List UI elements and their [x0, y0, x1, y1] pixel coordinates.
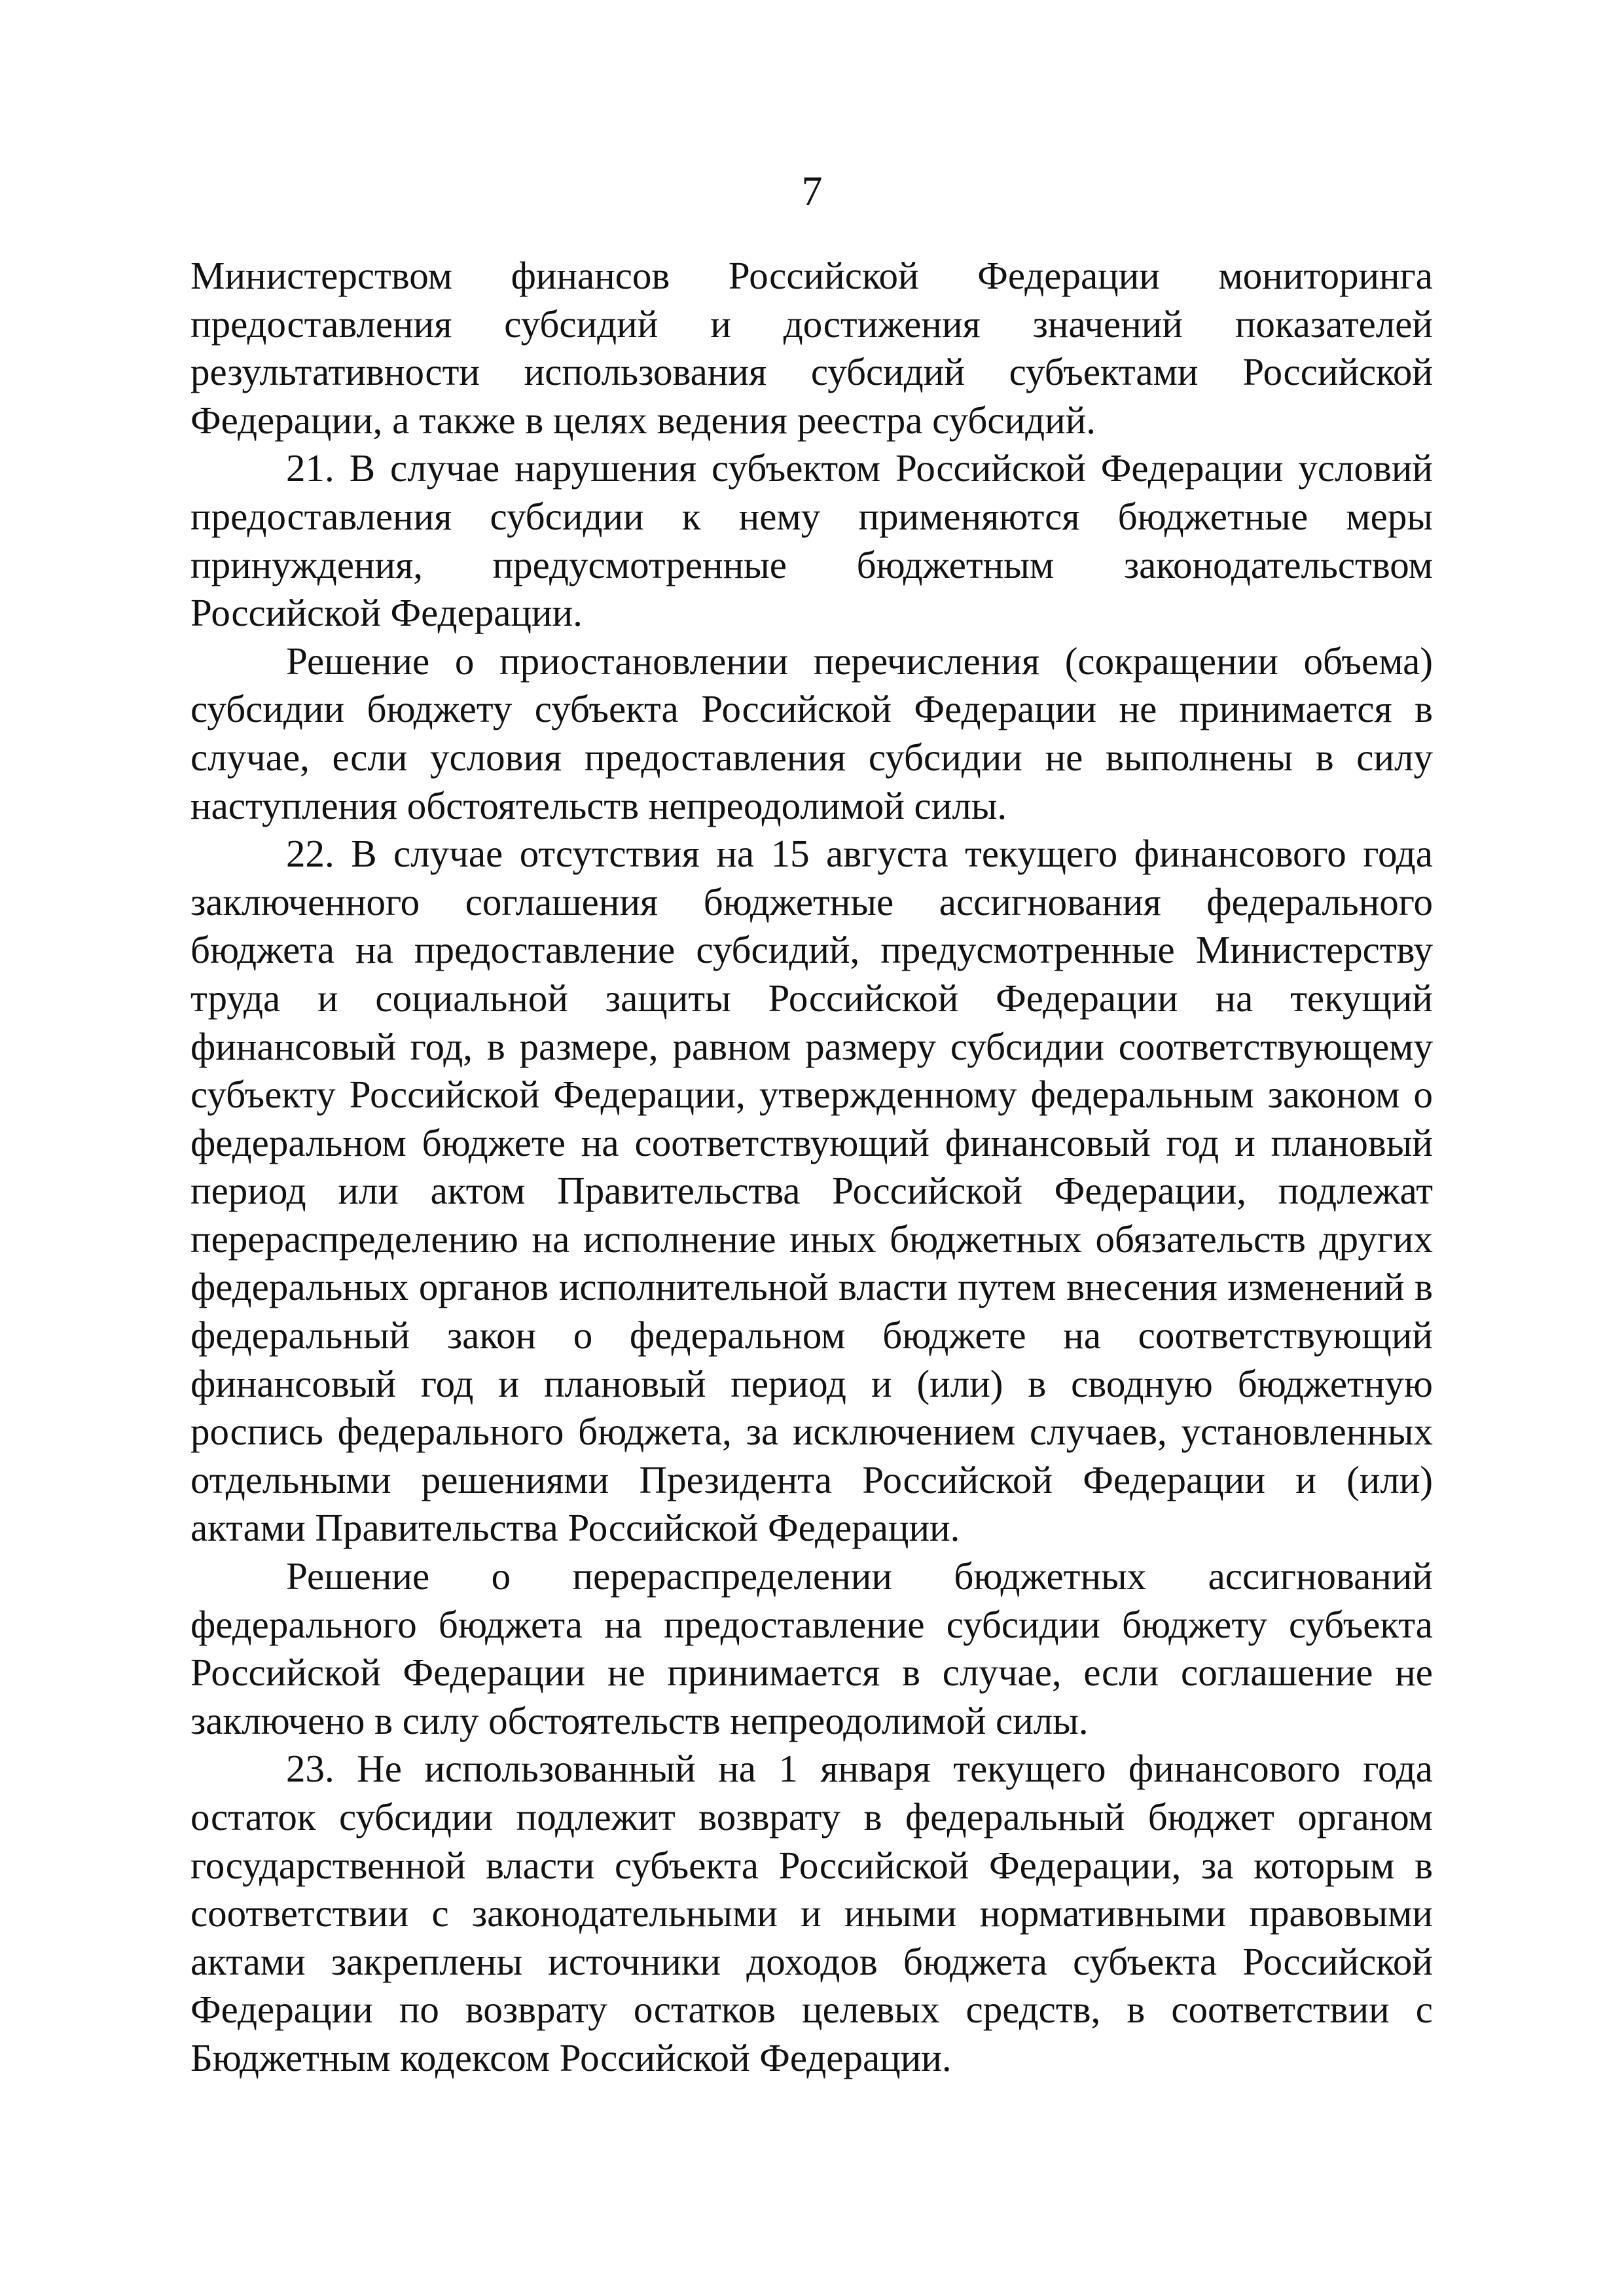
document-body — [190, 252, 1433, 2083]
paragraph-suspension-decision: Решение о приостановлении перечисления (сокращении объема) субсидии бюджету субъекта Российской Федерации не принимается в случае, если условия предоставления субсидии не выполнены в силу наступления обстоятельств непреодолимой силы. — [190, 639, 1433, 827]
paragraph-redistribution-decision: Решение о перераспределении бюджетных ассигнований федерального бюджета на предоставление субсидии бюджету субъекта Российской Федерации не принимается в случае, если соглашение не заключено в силу обстоятельств непреодолимой силы. — [190, 1554, 1433, 1742]
paragraph-item-22: 22. В случае отсутствия на 15 августа текущего финансового года заключенного соглашения бюджетные ассигнования федерального бюджета на предоставление субсидий, предусмотренные Министерству труда и социальной защиты Российской Федерации на текущий финансовый год, в размере, равном размеру субсидии соответствующему субъекту Российской Федерации, утвержденному федеральным законом о федеральном бюджете на соответствующий финансовый год и плановый период или актом Правительства Российской Федерации, подлежат перераспределению на исполнение иных бюджетных обязательств других федеральных органов исполнительной власти путем внесения изменений в федеральный закон о федеральном бюджете на соответствующий финансовый год и плановый период и (или) в сводную бюджетную роспись федерального бюджета, за исключением случаев, установленных отдельными решениями Президента Российской Федерации и (или) актами Правительства Российской Федерации. — [190, 832, 1433, 1550]
paragraph-continuation: Министерством финансов Российской Федерации мониторинга предоставления субсидий и достижения значений показателей результативности использования субсидий субъектами Российской Федерации, а также в целях ведения реестра субсидий. — [190, 254, 1433, 442]
paragraph-item-23: 23. Не использованный на 1 января текущего финансового года остаток субсидии подлежит возврату в федеральный бюджет органом государственной власти субъекта Российской Федерации, за которым в соответствии с законодательными и иными нормативными правовыми актами закреплены источники доходов бюджета субъекта Российской Федерации по возврату остатков целевых средств, в соответствии с Бюджетным кодексом Российской Федерации. — [190, 1747, 1433, 2079]
paragraph-item-21: 21. В случае нарушения субъектом Российской Федерации условий предоставления субсидии к нему применяются бюджетные меры принуждения, предусмотренные бюджетным законодательством Российской Федерации. — [190, 446, 1433, 635]
page-number: 7 — [801, 168, 823, 214]
